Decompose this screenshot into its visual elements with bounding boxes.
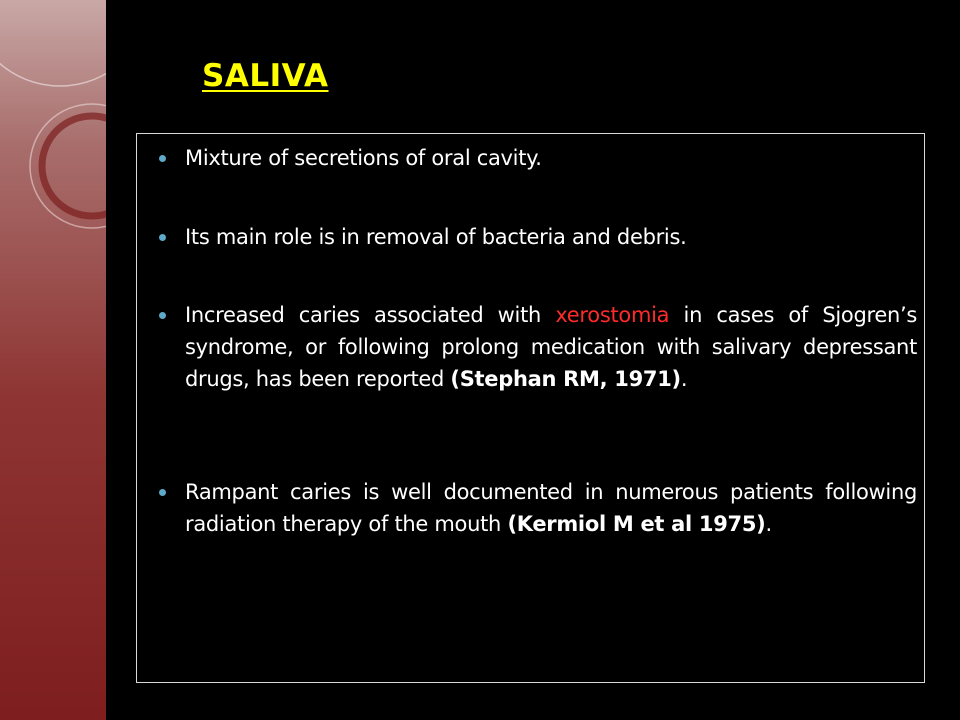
bullet-text: Mixture of secretions of oral cavity. (185, 146, 542, 170)
decorative-side-panel (0, 0, 106, 720)
bullet-dot-icon (159, 155, 166, 162)
bullet-dot-icon (159, 489, 166, 496)
content-box (136, 133, 925, 683)
bullet-text-part: in cases of Sjogren’s syndrome, or following prolong medication with salivary depressant drugs, has been reported (185, 303, 917, 391)
highlight-term: xerostomia (555, 303, 670, 327)
bullet-text: Its main role is in removal of bacteria and debris. (185, 225, 687, 249)
slide-title: SALIVA (202, 58, 329, 94)
bullet-text-part: Rampant caries is well documented in numerous patients following radiation therapy of the mouth (185, 480, 917, 536)
citation: (Stephan RM, 1971) (450, 367, 681, 391)
bullet-text-part: . (765, 512, 772, 536)
bullet-text-part: Increased caries associated with (185, 303, 556, 327)
bullet-dot-icon (159, 312, 166, 319)
citation: (Kermiol M et al 1975) (507, 512, 766, 536)
bullet-text (185, 299, 917, 395)
bullet-dot-icon (159, 234, 166, 241)
bullet-text (185, 476, 917, 540)
bullet-text-part: . (680, 367, 688, 391)
decorative-circles (0, 0, 106, 720)
